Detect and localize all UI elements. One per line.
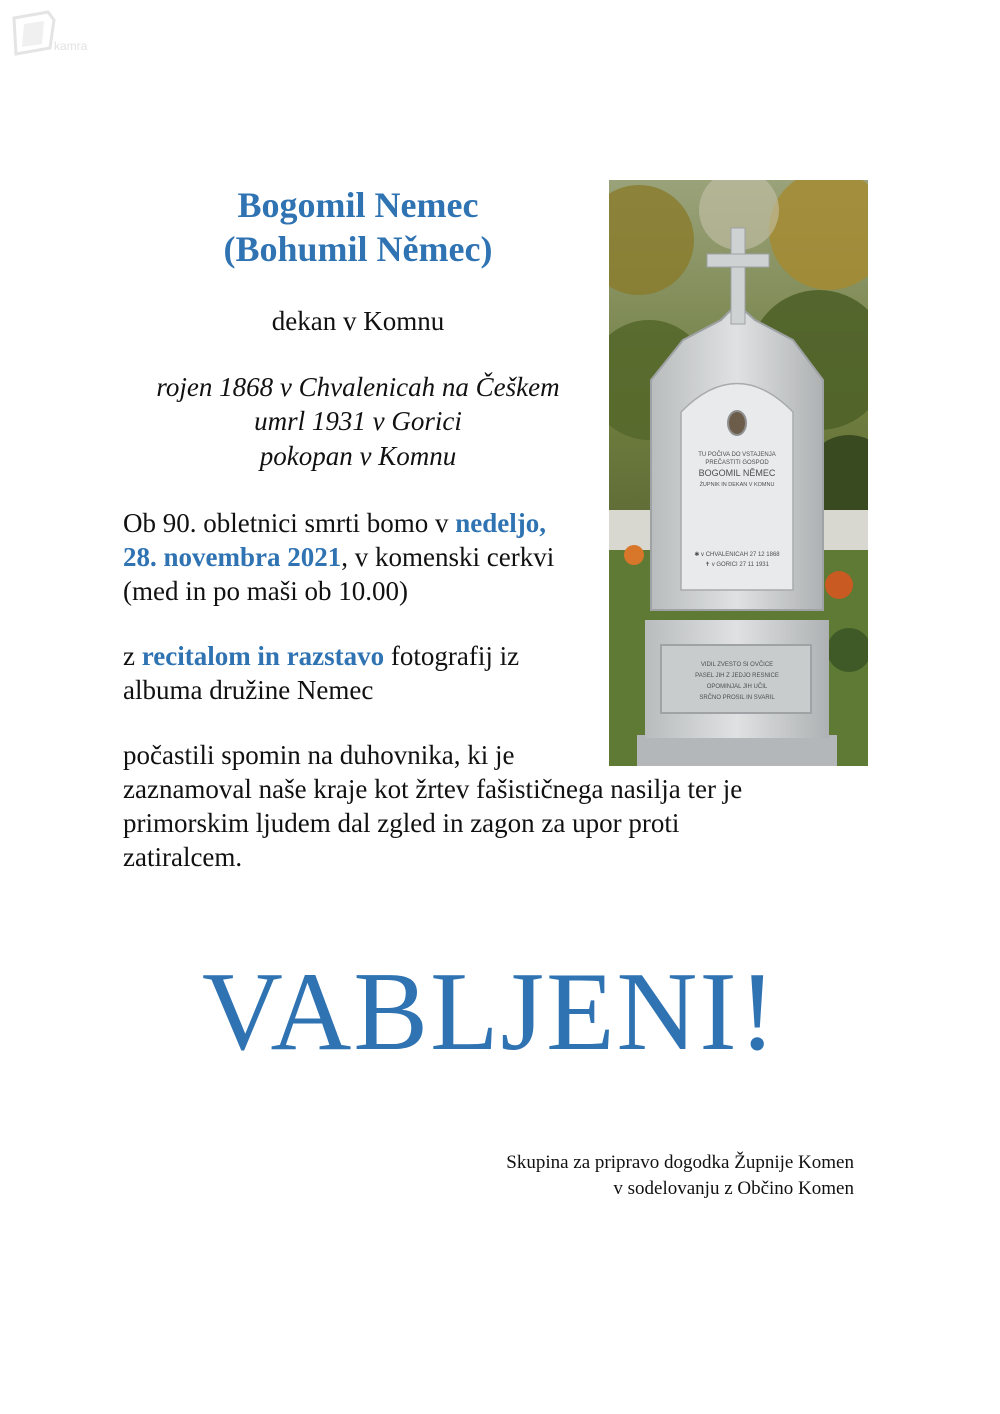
grave-born: ✱ v CHVALENICAH 27 12 1868 bbox=[694, 552, 780, 558]
organizer-line-2: v sodelovanju z Občino Komen bbox=[613, 1178, 854, 1199]
grave-role: ŽUPNIK IN DEKAN V KOMNU bbox=[699, 482, 775, 488]
buried-text: pokopan v Komnu bbox=[259, 441, 457, 471]
page-title: Bogomil Nemec bbox=[237, 185, 479, 225]
invite-heading: VABLJENI! bbox=[202, 950, 778, 1074]
born-text: rojen 1868 v Chvalenicah na Češkem bbox=[156, 372, 560, 402]
kamra-logo-icon bbox=[10, 10, 110, 60]
event-line-1: Ob 90. obletnici smrti bomo v nedeljo, bbox=[123, 508, 546, 538]
logo-text: kamra bbox=[54, 39, 88, 53]
recital-highlight: recitalom in razstavo bbox=[141, 641, 385, 671]
recital-line-1: z recitalom in razstavo fotografij iz bbox=[123, 641, 520, 671]
grave-text-1: TU POČIVA DO VSTAJENJA bbox=[698, 452, 776, 458]
recital-paragraph bbox=[123, 639, 519, 707]
event-date: 28. novembra 2021 bbox=[123, 542, 342, 572]
grave-verse-3: OPOMINJAL JIH UČIL bbox=[706, 684, 768, 690]
recital-line-2: albuma družine Nemec bbox=[123, 675, 374, 705]
organizer-line-1: Skupina za pripravo dogodka Župnije Komen bbox=[506, 1152, 854, 1173]
grave-verse-2: PASEL JIH Z JEDJO RESNICE bbox=[695, 673, 779, 679]
grave-verse-1: VIDIL ZVESTO SI OVČICE bbox=[700, 662, 774, 668]
died-text: umrl 1931 v Gorici bbox=[254, 406, 462, 436]
grave-text-2: PREČASTITI GOSPOD bbox=[705, 460, 769, 466]
event-day: nedeljo, bbox=[455, 508, 546, 538]
event-line-3: (med in po maši ob 10.00) bbox=[123, 576, 408, 606]
page-subtitle: (Bohumil Němec) bbox=[223, 229, 493, 269]
grave-name: BOGOMIL NĚMEC bbox=[698, 468, 776, 478]
event-line-2: 28. novembra 2021, v komenski cerkvi bbox=[123, 542, 555, 572]
grave-died: ✝ v GORICI 27 11 1931 bbox=[705, 562, 769, 568]
grave-verse-4: SRČNO PROSIL IN SVARIL bbox=[699, 695, 775, 701]
event-paragraph bbox=[123, 506, 554, 608]
gravestone-photo bbox=[609, 180, 868, 766]
organizer-footer bbox=[506, 1150, 854, 1202]
tribute-paragraph: počastili spomin na duhovnika, ki je zaznamoval naše kraje kot žrtev fašističnega nasilja ter je primorskim ljudem dal zgled in zagon za upor proti zatiralcem. bbox=[123, 740, 743, 872]
role-text: dekan v Komnu bbox=[271, 306, 445, 336]
